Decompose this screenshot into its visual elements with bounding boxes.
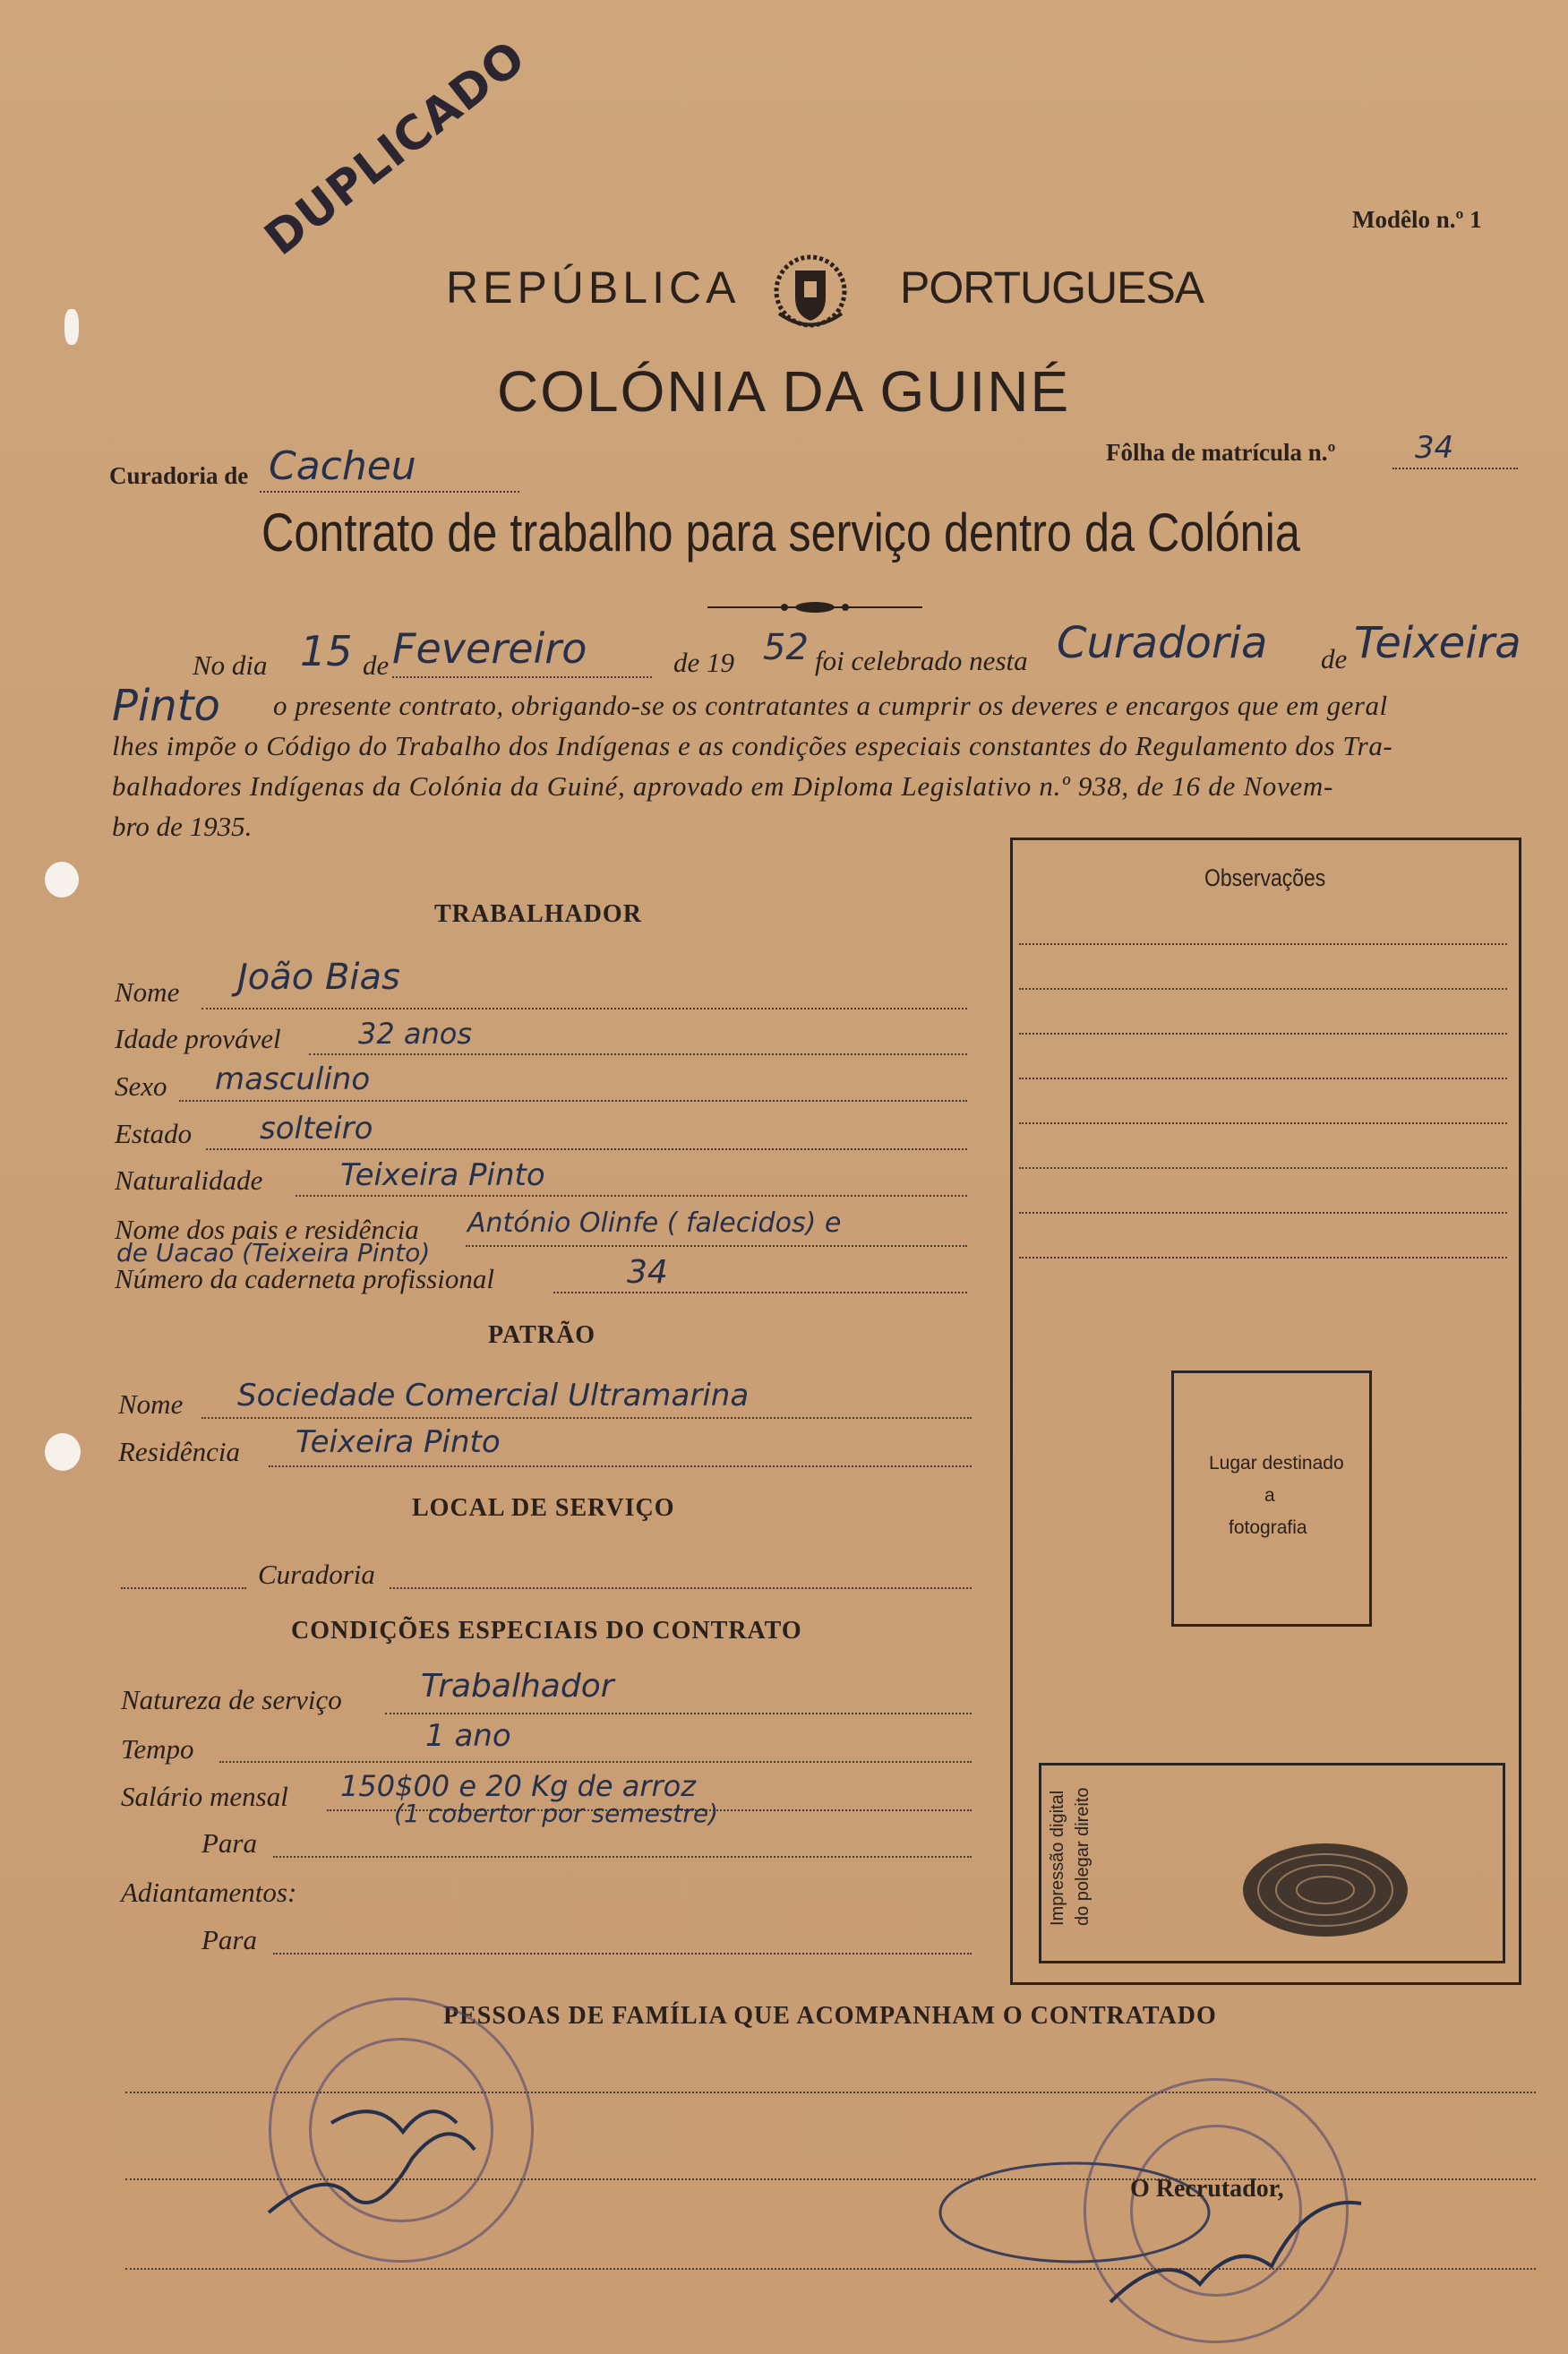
field-value: João Bias <box>237 957 400 998</box>
salario-value-2: (1 cobertor por semestre) <box>394 1799 719 1828</box>
field-value: 34 <box>627 1254 668 1291</box>
salario-value: 150$00 e 20 Kg de arroz <box>340 1769 697 1803</box>
field-label: Sexo <box>115 1070 167 1102</box>
intro-line5: bro de 1935. <box>112 811 253 842</box>
local-heading: LOCAL DE SERVIÇO <box>412 1494 675 1522</box>
intro-place1: Curadoria <box>1057 618 1268 668</box>
condicoes-heading: CONDIÇÕES ESPECIAIS DO CONTRATO <box>291 1617 802 1645</box>
intro-celebrado: foi celebrado nesta <box>815 645 1028 676</box>
ornament-divider-icon <box>707 598 922 616</box>
field-value: solteiro <box>260 1111 373 1147</box>
intro-place2: Teixeira <box>1354 618 1521 668</box>
field-value: António Olinfe ( falecidos) e <box>467 1207 842 1239</box>
intro-line4: balhadores Indígenas da Colónia da Guiné, aprovado em Diploma Legislativo n.º 938, de 16 de Novem- <box>112 770 1334 802</box>
model-number: Modêlo n.º 1 <box>1352 206 1482 233</box>
photo-label-1: Lugar destinado <box>1209 1453 1344 1473</box>
para-label: Para <box>201 1827 257 1859</box>
para2-label: Para <box>201 1924 257 1955</box>
field-value: 32 anos <box>358 1017 473 1051</box>
republic-left: REPÚBLICA <box>446 262 741 313</box>
coat-of-arms-icon <box>761 251 860 331</box>
field-label: Idade provável <box>115 1023 281 1054</box>
field-label: Estado <box>115 1118 193 1149</box>
punch-hole <box>45 1433 81 1471</box>
photo-label-2: a <box>1264 1485 1275 1506</box>
local-curadoria-label: Curadoria <box>258 1559 375 1590</box>
folha-value: 34 <box>1415 430 1454 466</box>
intro-year: 52 <box>763 627 809 668</box>
page-title: Contrato de trabalho para serviço dentro da Colónia <box>261 503 1300 563</box>
curadoria-value: Cacheu <box>269 443 416 489</box>
intro-de1: de <box>363 649 390 681</box>
field-label: Nome <box>115 976 180 1008</box>
duplicado-stamp: DUPLICADO <box>255 30 536 267</box>
intro-line3: lhes impõe o Código do Trabalho dos Indígenas e as condições especiais constantes do Regulamento dos Tra- <box>112 730 1393 761</box>
natureza-value: Trabalhador <box>421 1668 614 1705</box>
field-value: Sociedade Comercial Ultramarina <box>237 1378 750 1413</box>
field-value: Teixeira Pinto <box>340 1157 545 1193</box>
field-value: masculino <box>215 1061 371 1097</box>
thumbprint-icon <box>1236 1836 1415 1944</box>
intro-line2: o presente contrato, obrigando-se os contratantes a cumprir os deveres e encargos que em geral <box>273 690 1388 721</box>
signature-left-icon <box>251 2060 537 2239</box>
trabalhador-heading: TRABALHADOR <box>434 900 642 928</box>
intro-place3: Pinto <box>112 681 220 731</box>
field-label: Nome dos pais e residência <box>115 1214 419 1245</box>
intro-day: 15 <box>300 627 353 675</box>
folha-label: Fôlha de matrícula n.º <box>1106 439 1336 466</box>
recrutador-label: O Recrutador, <box>1130 2175 1284 2203</box>
photo-label-3: fotografia <box>1229 1517 1307 1538</box>
intro-month: Fevereiro <box>392 624 587 673</box>
intro-no-dia: No dia <box>193 649 268 681</box>
patrao-heading: PATRÃO <box>488 1321 596 1349</box>
field-label: Residência <box>118 1436 241 1467</box>
intro-de3: de <box>1321 643 1348 674</box>
observacoes-heading: Observações <box>1204 864 1326 891</box>
field-label: Número da caderneta profissional <box>115 1263 494 1294</box>
thumbprint-label-2: do polegar direito <box>1073 1787 1092 1926</box>
tempo-label: Tempo <box>121 1733 194 1765</box>
punch-hole <box>45 862 79 898</box>
familia-heading: PESSOAS DE FAMÍLIA QUE ACOMPANHAM O CONTRATADO <box>443 2002 1217 2030</box>
field-label: Naturalidade <box>115 1164 263 1196</box>
curadoria-label: Curadoria de <box>109 462 249 489</box>
colony-title: COLÓNIA DA GUINÉ <box>497 359 1071 424</box>
salario-label: Salário mensal <box>121 1781 288 1812</box>
adiantamentos-label: Adiantamentos: <box>121 1877 297 1908</box>
republic-right: PORTUGUESA <box>900 262 1204 313</box>
field-value: de Uacao (Teixeira Pinto) <box>116 1238 431 1267</box>
thumbprint-label-1: Impressão digital <box>1048 1790 1067 1926</box>
intro-de2: de 19 <box>673 647 735 678</box>
natureza-label: Natureza de serviço <box>121 1684 342 1715</box>
tempo-value: 1 ano <box>425 1718 511 1754</box>
signature-right-icon <box>931 2141 1415 2320</box>
field-value: Teixeira Pinto <box>296 1424 501 1460</box>
field-label: Nome <box>118 1388 184 1420</box>
punch-hole <box>64 309 79 345</box>
